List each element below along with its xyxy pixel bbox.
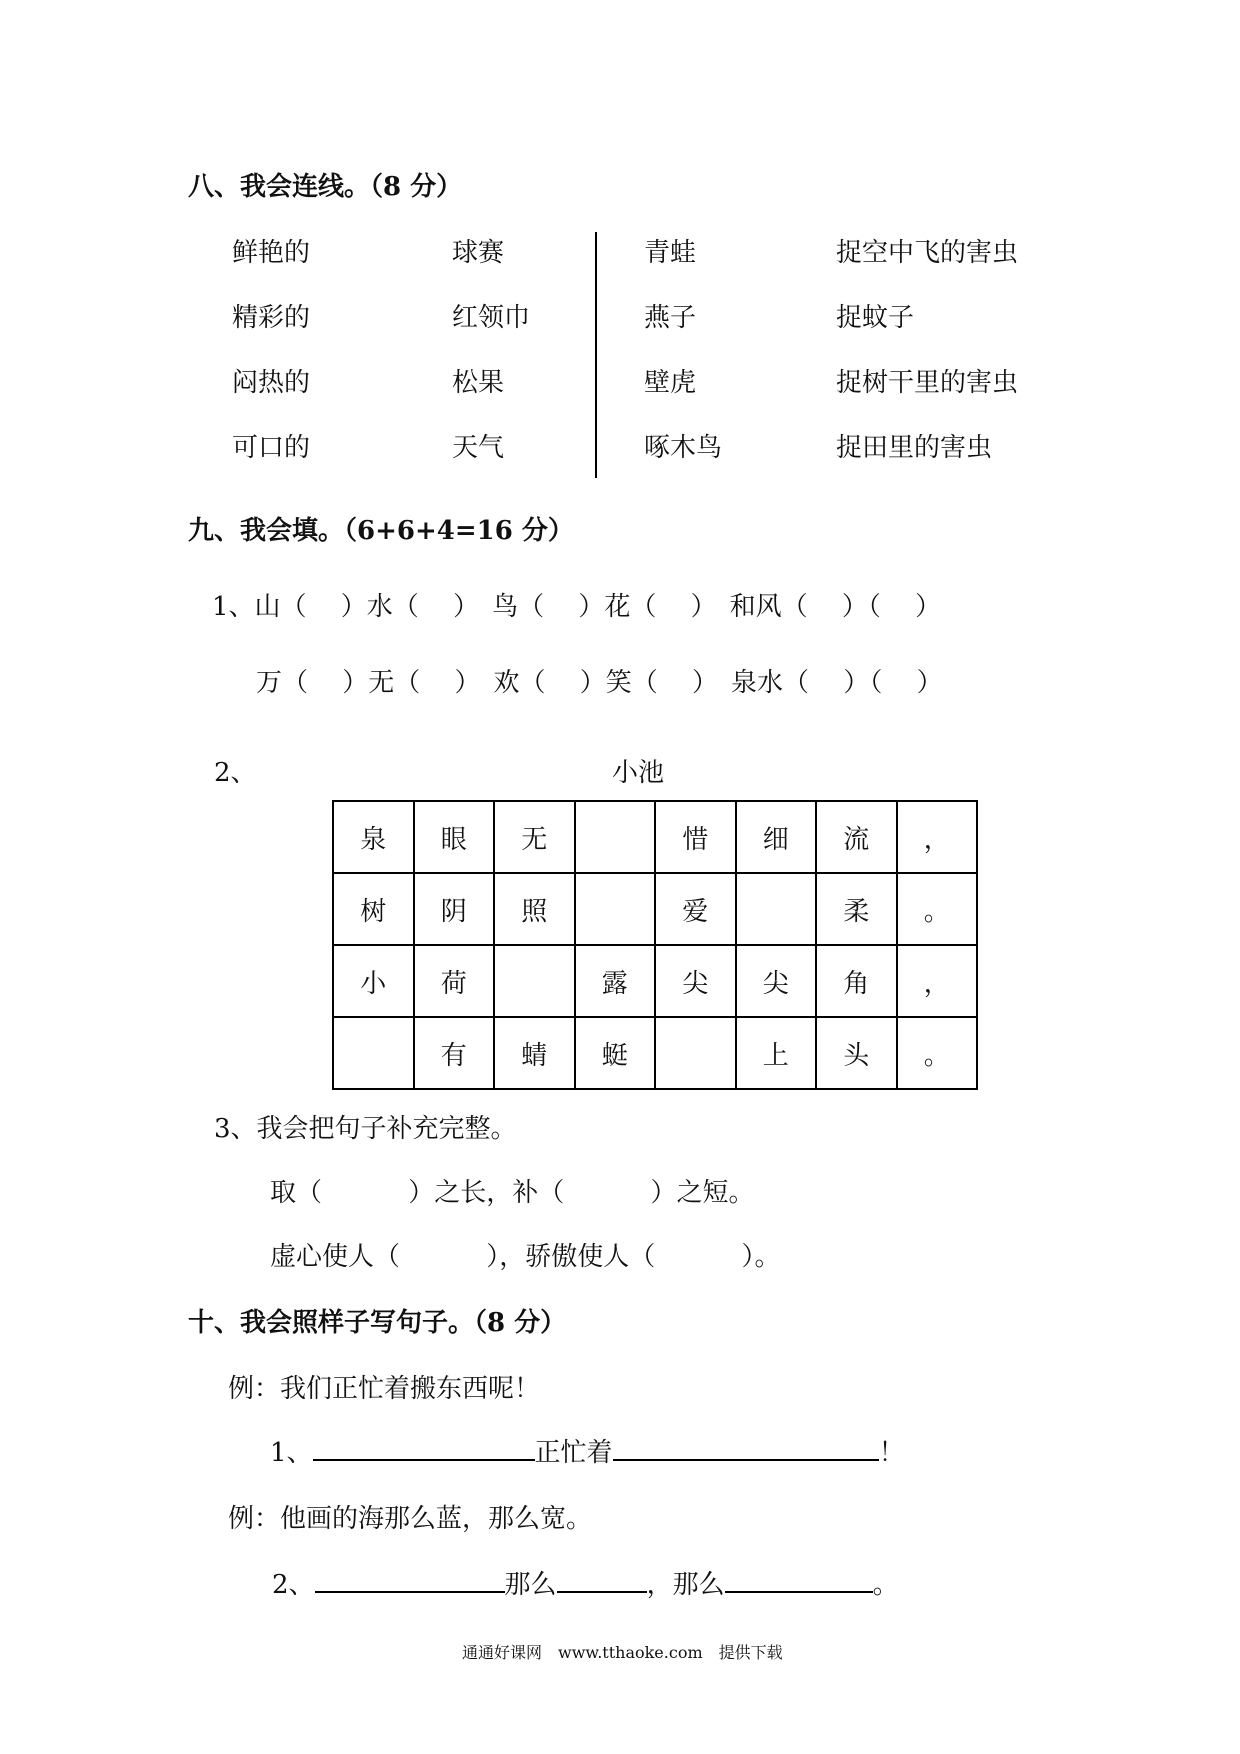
match-item: 捉空中飞的害虫 — [836, 238, 1019, 268]
poem-cell-blank[interactable] — [333, 1017, 414, 1089]
poem-cell: 柔 — [816, 873, 897, 945]
example-sentence-2: 例：他画的海那么蓝，那么宽。 — [228, 1504, 593, 1534]
poem-cell: ， — [897, 801, 978, 873]
match-item: 闷热的 — [232, 368, 311, 398]
poem-cell: 荷 — [414, 945, 495, 1017]
match-item: 鲜艳的 — [232, 238, 311, 268]
poem-cell: 爱 — [655, 873, 736, 945]
match-item: 青蛙 — [644, 238, 697, 268]
item-number: 1、 — [270, 1438, 313, 1468]
poem-cell: 上 — [736, 1017, 817, 1089]
footer-text: 通通好课网 www.tthaoke.com 提供下载 — [462, 1643, 783, 1662]
poem-cell: 蜻 — [494, 1017, 575, 1089]
proverb-line-2: 虚心使人（ ），骄傲使人（ ）。 — [270, 1242, 781, 1272]
match-item: 可口的 — [232, 433, 311, 463]
answer-blank[interactable] — [315, 1565, 505, 1593]
match-item: 天气 — [452, 433, 505, 463]
poem-row — [333, 801, 977, 873]
poem-cell: 有 — [414, 1017, 495, 1089]
poem-cell-blank[interactable] — [494, 945, 575, 1017]
poem-cell: 头 — [816, 1017, 897, 1089]
section9-title: 九、我会填。（6+6+4=16 分） — [188, 516, 574, 546]
poem-cell: 蜓 — [575, 1017, 656, 1089]
match-item: 精彩的 — [232, 303, 311, 333]
item-text: 。 — [872, 1570, 899, 1600]
question-3-label: 3、我会把句子补充完整。 — [214, 1114, 517, 1144]
item-text: 正忙着 — [534, 1438, 613, 1468]
poem-cell: 尖 — [655, 945, 736, 1017]
match-item: 燕子 — [644, 303, 697, 333]
poem-cell: 泉 — [333, 801, 414, 873]
poem-cell: 阴 — [414, 873, 495, 945]
poem-cell-blank[interactable] — [575, 873, 656, 945]
write-line-2 — [272, 1564, 899, 1601]
poem-cell: 流 — [816, 801, 897, 873]
match-item: 红领巾 — [452, 303, 531, 333]
poem-cell: 露 — [575, 945, 656, 1017]
fill-row-1: 1、山（ ）水（ ） 鸟（ ）花（ ） 和风（ ）（ ） — [212, 592, 942, 622]
item-text: ，那么 — [646, 1570, 725, 1600]
question-2-label: 2、 — [214, 758, 257, 788]
poem-cell: 角 — [816, 945, 897, 1017]
poem-cell: 无 — [494, 801, 575, 873]
poem-cell: 树 — [333, 873, 414, 945]
answer-blank[interactable] — [725, 1565, 873, 1593]
match-item: 壁虎 — [644, 368, 697, 398]
answer-blank[interactable] — [313, 1433, 535, 1461]
poem-row — [333, 873, 977, 945]
section8-title: 八、我会连线。（8 分） — [188, 172, 463, 202]
item-text: ！ — [878, 1438, 905, 1468]
poem-row — [333, 1017, 977, 1089]
answer-blank[interactable] — [557, 1565, 647, 1593]
column-divider — [595, 232, 597, 478]
poem-cell: 细 — [736, 801, 817, 873]
section10-title: 十、我会照样子写句子。（8 分） — [188, 1308, 567, 1338]
match-item: 球赛 — [452, 238, 505, 268]
write-line-1 — [270, 1432, 905, 1469]
poem-cell: 眼 — [414, 801, 495, 873]
match-item: 捉蚊子 — [836, 303, 915, 333]
poem-row — [333, 945, 977, 1017]
fill-row-2: 万（ ）无（ ） 欢（ ）笑（ ） 泉水（ ）（ ） — [256, 668, 943, 698]
match-item: 捉田里的害虫 — [836, 433, 993, 463]
match-item: 啄木鸟 — [644, 433, 723, 463]
match-item: 松果 — [452, 368, 505, 398]
poem-cell: 惜 — [655, 801, 736, 873]
poem-cell-blank[interactable] — [736, 873, 817, 945]
match-item: 捉树干里的害虫 — [836, 368, 1019, 398]
poem-cell-blank[interactable] — [655, 1017, 736, 1089]
item-text: 那么 — [504, 1570, 557, 1600]
poem-cell: ， — [897, 945, 978, 1017]
example-sentence-1: 例：我们正忙着搬东西呢！ — [228, 1374, 541, 1404]
poem-cell-blank[interactable] — [575, 801, 656, 873]
poem-cell: 。 — [897, 873, 978, 945]
poem-title: 小池 — [612, 758, 665, 788]
poem-cell: 尖 — [736, 945, 817, 1017]
item-number: 2、 — [272, 1570, 315, 1600]
proverb-line-1: 取（ ）之长，补（ ）之短。 — [270, 1178, 755, 1208]
answer-blank[interactable] — [613, 1433, 879, 1461]
poem-cell: 。 — [897, 1017, 978, 1089]
poem-cell: 小 — [333, 945, 414, 1017]
poem-grid — [332, 800, 978, 1090]
poem-cell: 照 — [494, 873, 575, 945]
